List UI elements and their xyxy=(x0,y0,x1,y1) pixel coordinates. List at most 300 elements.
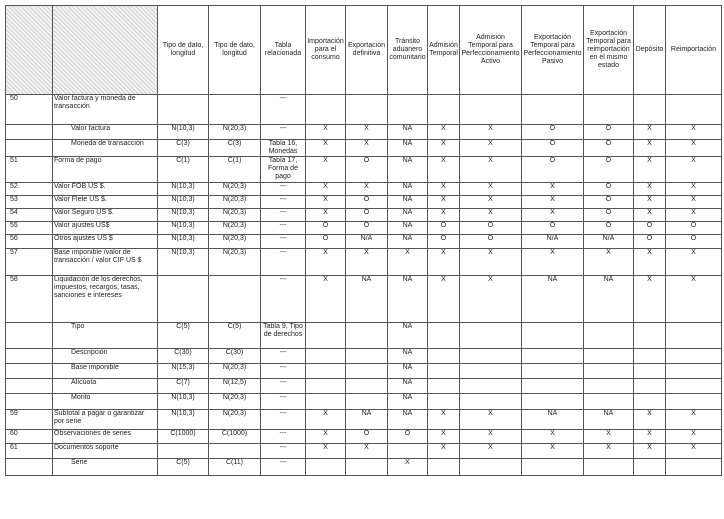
table-cell: --- xyxy=(261,276,306,323)
table-cell xyxy=(209,276,261,323)
table-cell xyxy=(634,95,666,125)
table-cell: X xyxy=(522,183,584,196)
table-cell: O xyxy=(306,222,346,235)
row-number-cell: 59 xyxy=(6,410,53,430)
table-cell: X xyxy=(584,430,634,444)
table-cell: X xyxy=(666,140,722,157)
row-number-cell: 55 xyxy=(6,222,53,235)
table-cell xyxy=(666,95,722,125)
col-header-deposit: Depósito xyxy=(634,6,666,95)
table-cell xyxy=(584,323,634,349)
table-cell: NA xyxy=(346,276,388,323)
row-number-cell: 52 xyxy=(6,183,53,196)
table-cell: O xyxy=(306,235,346,249)
table-cell: X xyxy=(346,183,388,196)
row-description-cell: Base imponible /valor de transacción / valor CIF US $ xyxy=(53,249,158,276)
table-cell xyxy=(388,95,428,125)
row-number-cell xyxy=(6,349,53,364)
table-cell xyxy=(666,364,722,379)
header-row xyxy=(6,6,722,95)
row-number-cell: 51 xyxy=(6,157,53,183)
table-cell: C(1) xyxy=(158,157,209,183)
table-cell: NA xyxy=(388,276,428,323)
col-header-definitive-export: Exportación definitiva xyxy=(346,6,388,95)
table-cell: C(5) xyxy=(158,323,209,349)
table-cell: X xyxy=(460,444,522,459)
table-cell xyxy=(306,394,346,410)
table-cell: N(20,3) xyxy=(209,222,261,235)
table-cell: C(1000) xyxy=(158,430,209,444)
table-cell: N(10,3) xyxy=(158,410,209,430)
table-cell: O xyxy=(346,196,388,209)
col-header-temporary-export-reimport: Exportación Temporal para reimportación en el mismo estado xyxy=(584,6,634,95)
table-cell: X xyxy=(460,410,522,430)
table-cell xyxy=(428,364,460,379)
table-row xyxy=(6,364,722,379)
table-cell xyxy=(460,379,522,394)
col-header-temporary-admission: Admisión Temporal xyxy=(428,6,460,95)
table-cell: NA xyxy=(522,276,584,323)
table-cell: N(10,3) xyxy=(158,183,209,196)
table-cell: C(1000) xyxy=(209,430,261,444)
table-cell xyxy=(634,459,666,476)
table-cell: N(10,3) xyxy=(158,249,209,276)
table-cell: NA xyxy=(388,410,428,430)
row-description-cell: Valor FOB US $. xyxy=(53,183,158,196)
table-cell: X xyxy=(460,157,522,183)
table-cell: X xyxy=(634,157,666,183)
table-cell: N(10,3) xyxy=(158,196,209,209)
row-number-cell: 57 xyxy=(6,249,53,276)
table-cell: N(20,3) xyxy=(209,125,261,140)
table-cell xyxy=(346,323,388,349)
table-cell: X xyxy=(460,196,522,209)
table-cell: NA xyxy=(584,410,634,430)
table-cell: --- xyxy=(261,125,306,140)
table-cell: --- xyxy=(261,444,306,459)
table-cell xyxy=(634,364,666,379)
table-cell: X xyxy=(666,125,722,140)
table-cell xyxy=(306,323,346,349)
table-cell xyxy=(460,394,522,410)
row-description-cell: Serie xyxy=(53,459,158,476)
table-cell xyxy=(306,459,346,476)
table-cell: N(10,3) xyxy=(158,222,209,235)
table-cell: C(30) xyxy=(209,349,261,364)
row-number-cell xyxy=(6,379,53,394)
table-cell: O xyxy=(584,125,634,140)
table-cell: X xyxy=(522,196,584,209)
table-cell: X xyxy=(460,140,522,157)
table-cell: O xyxy=(666,222,722,235)
table-cell: X xyxy=(634,249,666,276)
table-cell: X xyxy=(460,276,522,323)
table-cell: NA xyxy=(522,410,584,430)
table-cell: X xyxy=(428,410,460,430)
row-description-cell: Descripción xyxy=(53,349,158,364)
table-cell: N(10,3) xyxy=(158,394,209,410)
table-cell: --- xyxy=(261,209,306,222)
table-cell: O xyxy=(346,222,388,235)
table-cell: X xyxy=(666,209,722,222)
table-cell: C(5) xyxy=(158,459,209,476)
table-row xyxy=(6,183,722,196)
col-header-data-type-b: Tipo de dato, longitud xyxy=(209,6,261,95)
table-cell: N(15,3) xyxy=(158,364,209,379)
table-cell xyxy=(158,444,209,459)
table-cell xyxy=(306,95,346,125)
table-row xyxy=(6,125,722,140)
table-cell xyxy=(428,379,460,394)
table-cell: N(20,3) xyxy=(209,410,261,430)
table-cell xyxy=(584,459,634,476)
row-description-cell: Documentos soporte xyxy=(53,444,158,459)
table-cell xyxy=(522,95,584,125)
table-cell xyxy=(306,349,346,364)
row-description-cell: Tipo xyxy=(53,323,158,349)
table-cell: NA xyxy=(388,379,428,394)
table-cell: --- xyxy=(261,183,306,196)
table-cell xyxy=(209,95,261,125)
table-cell: O xyxy=(584,196,634,209)
table-cell: C(11) xyxy=(209,459,261,476)
table-cell xyxy=(522,349,584,364)
table-cell: NA xyxy=(388,235,428,249)
table-cell: X xyxy=(428,444,460,459)
table-cell: O xyxy=(460,235,522,249)
table-cell: C(5) xyxy=(209,323,261,349)
table-cell: O xyxy=(522,140,584,157)
row-description-cell: Valor factura xyxy=(53,125,158,140)
table-cell: NA xyxy=(388,222,428,235)
table-row xyxy=(6,222,722,235)
row-description-cell: Observaciones de series xyxy=(53,430,158,444)
table-cell: O xyxy=(460,222,522,235)
table-cell: N(12,5) xyxy=(209,379,261,394)
table-cell: O xyxy=(346,430,388,444)
col-header-import-consumption: Importación para el consumo xyxy=(306,6,346,95)
table-cell: N/A xyxy=(584,235,634,249)
table-cell xyxy=(428,95,460,125)
table-cell xyxy=(666,349,722,364)
table-cell: --- xyxy=(261,410,306,430)
col-header-number xyxy=(6,6,53,95)
table-cell: X xyxy=(460,125,522,140)
table-cell xyxy=(634,394,666,410)
table-row xyxy=(6,349,722,364)
row-description-cell: Liquidación de los derechos, impuestos, recargos, tasas, sanciones e intereses xyxy=(53,276,158,323)
table-row xyxy=(6,196,722,209)
table-cell: --- xyxy=(261,379,306,394)
row-description-cell: Valor factura y moneda de transacción xyxy=(53,95,158,125)
table-row xyxy=(6,235,722,249)
table-cell: O xyxy=(346,157,388,183)
table-cell: X xyxy=(428,430,460,444)
table-cell: X xyxy=(306,276,346,323)
table-cell: N(20,3) xyxy=(209,209,261,222)
table-cell: X xyxy=(522,249,584,276)
row-number-cell xyxy=(6,364,53,379)
table-cell: X xyxy=(634,209,666,222)
table-cell: X xyxy=(634,196,666,209)
table-cell xyxy=(522,394,584,410)
table-cell: Tabla 9, Tipo de derechos xyxy=(261,323,306,349)
table-cell: X xyxy=(634,444,666,459)
row-description-cell: Otros ajustes US $ xyxy=(53,235,158,249)
table-cell: NA xyxy=(388,183,428,196)
table-cell: X xyxy=(522,444,584,459)
table-cell: X xyxy=(346,444,388,459)
table-row xyxy=(6,459,722,476)
table-cell: O xyxy=(584,183,634,196)
table-cell: X xyxy=(428,157,460,183)
table-cell: N(10,3) xyxy=(158,235,209,249)
table-cell: --- xyxy=(261,95,306,125)
table-cell: X xyxy=(634,276,666,323)
table-cell: X xyxy=(346,249,388,276)
table-cell: NA xyxy=(388,125,428,140)
table-cell xyxy=(428,394,460,410)
col-header-reimportation: Reimportación xyxy=(666,6,722,95)
table-cell: --- xyxy=(261,364,306,379)
table-cell: O xyxy=(584,222,634,235)
table-cell: X xyxy=(306,430,346,444)
table-cell: O xyxy=(666,235,722,249)
table-cell xyxy=(584,95,634,125)
data-spec-table xyxy=(5,5,722,476)
table-cell: O xyxy=(346,209,388,222)
table-cell xyxy=(209,444,261,459)
table-cell xyxy=(346,349,388,364)
table-cell: NA xyxy=(388,349,428,364)
table-cell: O xyxy=(634,222,666,235)
table-cell: NA xyxy=(388,323,428,349)
table-cell: C(3) xyxy=(158,140,209,157)
row-number-cell xyxy=(6,140,53,157)
table-cell: X xyxy=(634,183,666,196)
table-cell: X xyxy=(428,276,460,323)
table-cell xyxy=(584,379,634,394)
table-cell: --- xyxy=(261,459,306,476)
table-cell: O xyxy=(584,140,634,157)
table-cell: NA xyxy=(346,410,388,430)
row-number-cell: 58 xyxy=(6,276,53,323)
row-description-cell: Alícuota xyxy=(53,379,158,394)
table-row xyxy=(6,140,722,157)
table-row xyxy=(6,157,722,183)
table-cell: X xyxy=(346,125,388,140)
table-cell: --- xyxy=(261,222,306,235)
table-cell: X xyxy=(388,249,428,276)
table-cell: N(20,3) xyxy=(209,196,261,209)
table-cell xyxy=(460,459,522,476)
table-cell: --- xyxy=(261,196,306,209)
col-header-related-table: Tabla relacionada xyxy=(261,6,306,95)
table-cell: X xyxy=(428,140,460,157)
table-cell: X xyxy=(634,125,666,140)
table-cell: C(1) xyxy=(209,157,261,183)
table-cell: N(20,3) xyxy=(209,249,261,276)
table-cell xyxy=(666,379,722,394)
table-cell: NA xyxy=(388,209,428,222)
table-cell xyxy=(634,323,666,349)
row-description-cell: Moneda de transacción xyxy=(53,140,158,157)
table-cell: N(10,3) xyxy=(158,209,209,222)
table-cell: N/A xyxy=(346,235,388,249)
table-cell: O xyxy=(522,222,584,235)
row-number-cell: 56 xyxy=(6,235,53,249)
row-description-cell: Valor ajustes US$ xyxy=(53,222,158,235)
table-cell: X xyxy=(634,140,666,157)
table-row xyxy=(6,209,722,222)
row-description-cell: Valor Seguro US $. xyxy=(53,209,158,222)
table-cell: N(20,3) xyxy=(209,394,261,410)
row-number-cell xyxy=(6,323,53,349)
table-row xyxy=(6,379,722,394)
table-cell: Tabla 17, Forma de pago xyxy=(261,157,306,183)
table-cell: X xyxy=(666,410,722,430)
row-description-cell: Base imponible xyxy=(53,364,158,379)
col-header-data-type-a: Tipo de dato, longitud xyxy=(158,6,209,95)
table-cell xyxy=(460,364,522,379)
table-cell: N(20,3) xyxy=(209,235,261,249)
table-cell: X xyxy=(666,196,722,209)
table-cell: X xyxy=(428,125,460,140)
table-cell: X xyxy=(428,249,460,276)
table-cell: N(20,3) xyxy=(209,364,261,379)
table-cell xyxy=(346,364,388,379)
table-cell: NA xyxy=(584,276,634,323)
table-cell: X xyxy=(634,430,666,444)
table-cell xyxy=(346,394,388,410)
col-header-description xyxy=(53,6,158,95)
row-number-cell xyxy=(6,459,53,476)
table-cell xyxy=(346,95,388,125)
table-cell: X xyxy=(666,249,722,276)
table-cell: X xyxy=(306,196,346,209)
table-cell: --- xyxy=(261,249,306,276)
table-cell: X xyxy=(522,430,584,444)
table-cell: X xyxy=(306,410,346,430)
table-row xyxy=(6,323,722,349)
table-cell: O xyxy=(634,235,666,249)
row-description-cell: Monto xyxy=(53,394,158,410)
table-cell: X xyxy=(306,249,346,276)
table-cell: O xyxy=(428,222,460,235)
table-cell: X xyxy=(306,157,346,183)
table-row xyxy=(6,410,722,430)
table-cell: Tabla 16, Monedas xyxy=(261,140,306,157)
table-cell xyxy=(666,394,722,410)
row-description-cell: Forma de pago xyxy=(53,157,158,183)
table-cell xyxy=(306,364,346,379)
table-row xyxy=(6,249,722,276)
col-header-inward-processing: Admisión Temporal para Perfeccionamiento Activo xyxy=(460,6,522,95)
table-cell xyxy=(522,364,584,379)
table-cell: --- xyxy=(261,235,306,249)
table-cell: NA xyxy=(388,157,428,183)
row-number-cell xyxy=(6,125,53,140)
table-row xyxy=(6,444,722,459)
table-cell: O xyxy=(522,157,584,183)
table-cell xyxy=(460,323,522,349)
table-cell: C(3) xyxy=(209,140,261,157)
table-cell xyxy=(428,459,460,476)
table-cell xyxy=(584,349,634,364)
row-number-cell xyxy=(6,394,53,410)
row-number-cell: 50 xyxy=(6,95,53,125)
table-cell xyxy=(522,323,584,349)
table-cell: X xyxy=(666,444,722,459)
table-cell xyxy=(428,349,460,364)
table-row xyxy=(6,430,722,444)
row-number-cell: 54 xyxy=(6,209,53,222)
table-cell xyxy=(666,459,722,476)
table-cell xyxy=(346,459,388,476)
table-cell: NA xyxy=(388,364,428,379)
table-row xyxy=(6,394,722,410)
table-cell: X xyxy=(306,209,346,222)
table-cell: X xyxy=(666,183,722,196)
table-row xyxy=(6,95,722,125)
table-cell: X xyxy=(428,196,460,209)
table-cell: X xyxy=(306,125,346,140)
table-cell: N(10,3) xyxy=(158,125,209,140)
row-number-cell: 60 xyxy=(6,430,53,444)
col-header-customs-transit: Tránsito aduanero comunitario xyxy=(388,6,428,95)
table-cell: X xyxy=(306,183,346,196)
table-cell: --- xyxy=(261,394,306,410)
table-cell: --- xyxy=(261,430,306,444)
table-cell: X xyxy=(460,183,522,196)
table-cell: X xyxy=(584,249,634,276)
table-cell: O xyxy=(522,125,584,140)
table-cell: --- xyxy=(261,349,306,364)
table-cell: X xyxy=(522,209,584,222)
table-cell: X xyxy=(388,459,428,476)
table-cell: X xyxy=(584,444,634,459)
table-cell: X xyxy=(666,276,722,323)
table-cell: N(20,3) xyxy=(209,183,261,196)
table-cell xyxy=(388,444,428,459)
table-cell: O xyxy=(428,235,460,249)
table-cell: X xyxy=(460,249,522,276)
row-description-cell: Valor Flete US $. xyxy=(53,196,158,209)
table-cell: O xyxy=(388,430,428,444)
table-cell: O xyxy=(584,157,634,183)
row-number-cell: 53 xyxy=(6,196,53,209)
table-cell: X xyxy=(634,410,666,430)
table-row xyxy=(6,276,722,323)
table-cell: N/A xyxy=(522,235,584,249)
table-cell xyxy=(634,349,666,364)
table-cell xyxy=(522,459,584,476)
table-cell xyxy=(666,323,722,349)
table-cell: X xyxy=(428,209,460,222)
table-cell xyxy=(522,379,584,394)
table-cell: X xyxy=(666,430,722,444)
table-cell xyxy=(428,323,460,349)
table-cell: X xyxy=(306,140,346,157)
table-cell: C(30) xyxy=(158,349,209,364)
table-cell: X xyxy=(306,444,346,459)
table-cell: X xyxy=(666,157,722,183)
table-cell xyxy=(584,394,634,410)
table-cell: X xyxy=(460,209,522,222)
table-cell: NA xyxy=(388,196,428,209)
table-cell xyxy=(584,364,634,379)
col-header-outward-processing: Exportación Temporal para Perfeccionamiento Pasivo xyxy=(522,6,584,95)
